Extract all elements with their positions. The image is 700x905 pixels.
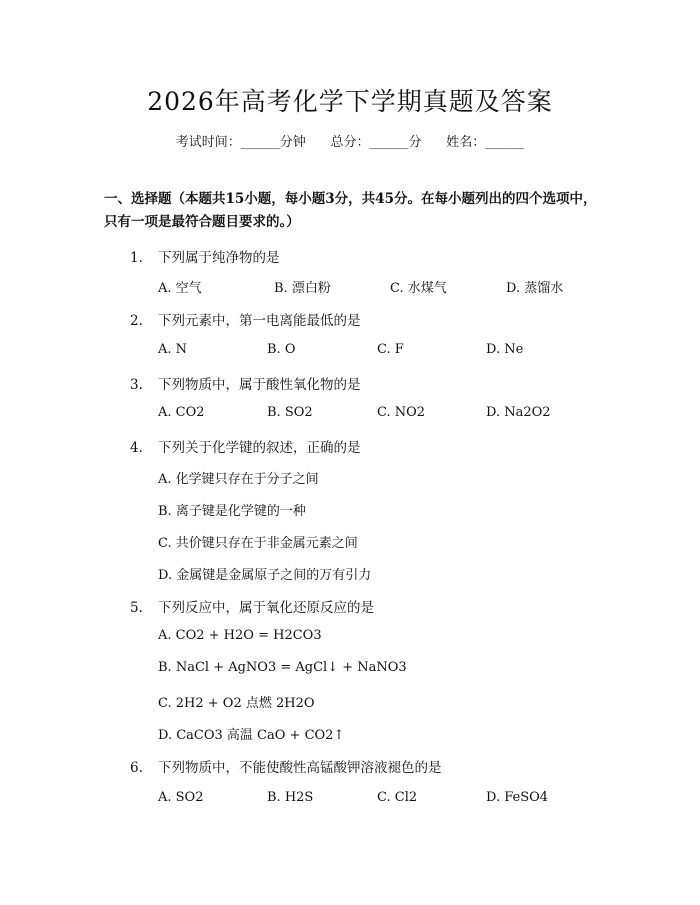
option-a: A. CO2 [158, 405, 205, 420]
question-text: 下列物质中，属于酸性氧化物的是 [158, 377, 361, 393]
option-b: B. SO2 [267, 405, 313, 420]
section-heading: 一、选择题（本题共15小题，每小题3分，共45分。在每小题列出的四个选项中，只有一项是最符合题目要求的。） [104, 191, 597, 230]
question-text: 下列物质中，不能使酸性高锰酸钾溶液褪色的是 [158, 760, 442, 776]
question-6-stem [130, 756, 442, 776]
option-b: B. 离子键是化学键的一种 [158, 504, 306, 519]
question-1-stem [130, 246, 280, 266]
option-c: C. Cl2 [377, 790, 418, 805]
question-4-stem [130, 436, 361, 456]
option-c: C. 2H2 + O2 点燃 2H2O [158, 696, 315, 711]
option-b: B. H2S [267, 790, 314, 805]
option-c: C. 共价键只存在于非金属元素之间 [158, 536, 358, 551]
option-a: A. N [158, 342, 188, 357]
question-2-stem [130, 309, 361, 329]
question-number: 5. [130, 600, 143, 616]
page-title: 2026年高考化学下学期真题及答案 [147, 87, 553, 116]
option-a: A. CO2 + H2O = H2CO3 [158, 628, 322, 643]
option-d: D. CaCO3 高温 CaO + CO2↑ [158, 728, 345, 743]
question-3-stem [130, 373, 361, 393]
option-c: C. NO2 [377, 405, 426, 420]
question-text: 下列属于纯净物的是 [158, 250, 280, 266]
question-number: 4. [130, 440, 143, 456]
option-a: A. 化学键只存在于分子之间 [158, 472, 319, 487]
question-number: 2. [130, 313, 143, 329]
question-number: 1. [130, 250, 143, 266]
option-c: C. F [377, 342, 404, 357]
question-number: 6. [130, 760, 143, 776]
option-b: B. 漂白粉 [274, 281, 331, 296]
option-a: A. 空气 [158, 281, 202, 296]
option-a: A. SO2 [158, 790, 204, 805]
option-c: C. 水煤气 [390, 281, 447, 296]
option-b: B. O [267, 342, 296, 357]
question-number: 3. [130, 377, 143, 393]
question-text: 下列反应中，属于氧化还原反应的是 [158, 600, 374, 616]
question-text: 下列关于化学键的叙述，正确的是 [158, 440, 361, 456]
question-text: 下列元素中，第一电离能最低的是 [158, 313, 361, 329]
exam-meta-line: 考试时间：______分钟 总分：______分 姓名：______ [175, 135, 525, 150]
option-d: D. Ne [486, 342, 524, 357]
option-d: D. 蒸馏水 [506, 281, 564, 296]
option-d: D. 金属键是金属原子之间的万有引力 [158, 568, 372, 583]
option-d: D. FeSO4 [486, 790, 549, 805]
option-d: D. Na2O2 [486, 405, 551, 420]
option-b: B. NaCl + AgNO3 = AgCl↓ + NaNO3 [158, 660, 407, 675]
question-5-stem [130, 596, 374, 616]
